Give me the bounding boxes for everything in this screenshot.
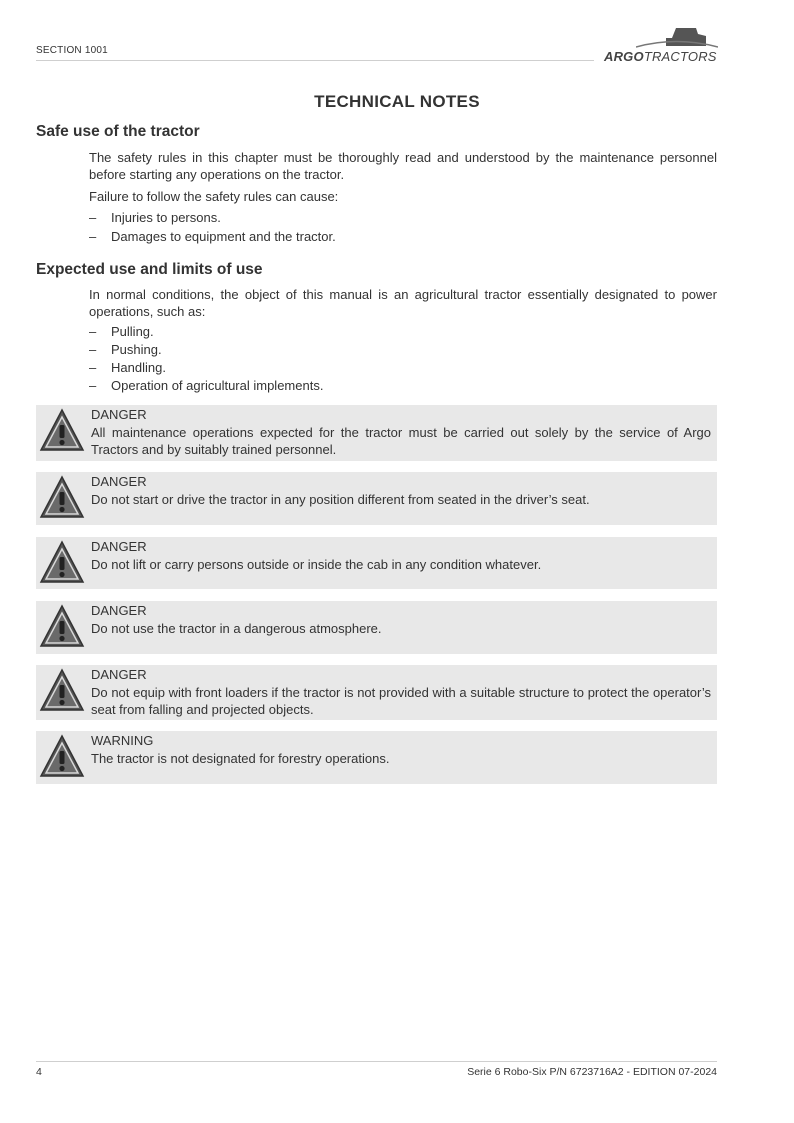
list-item xyxy=(89,228,336,245)
safe-use-intro: The safety rules in this chapter must be thoroughly read and understood by the maintenance personnel before starting any operations on the tractor. xyxy=(89,150,717,182)
notice-text: The tractor is not designated for forestry operations. xyxy=(91,751,390,766)
logo-wordmark-light: TRACTORS xyxy=(643,49,717,64)
danger-notice xyxy=(36,405,717,461)
notice-text: All maintenance operations expected for the tractor must be carried out solely by the service of Argo Tractors and by suitably trained personnel. xyxy=(91,425,711,457)
notice-label: DANGER xyxy=(91,603,147,618)
warning-triangle-icon xyxy=(39,540,85,584)
list-item xyxy=(89,341,162,358)
safe-use-failure: Failure to follow the safety rules can cause: xyxy=(89,189,339,204)
danger-notice xyxy=(36,472,717,525)
safe-use-heading: Safe use of the tractor xyxy=(36,123,200,140)
bullet-dash: – xyxy=(89,210,97,225)
list-item-text: Damages to equipment and the tractor. xyxy=(111,229,336,244)
logo-wordmark xyxy=(604,49,717,64)
notice-text: Do not use the tractor in a dangerous atmosphere. xyxy=(91,621,382,636)
expected-use-heading: Expected use and limits of use xyxy=(36,261,263,278)
list-item xyxy=(89,209,221,226)
page-title: TECHNICAL NOTES xyxy=(314,92,480,111)
danger-notice xyxy=(36,665,717,720)
header-divider xyxy=(36,60,594,61)
tractor-silhouette-icon xyxy=(636,24,718,48)
list-item-text: Injuries to persons. xyxy=(111,210,221,225)
argo-tractors-logo xyxy=(598,24,720,66)
logo-wordmark-bold: ARGO xyxy=(604,49,644,64)
page-number: 4 xyxy=(36,1066,42,1078)
list-item xyxy=(89,359,166,376)
bullet-dash: – xyxy=(89,378,97,393)
danger-notice xyxy=(36,537,717,589)
warning-triangle-icon xyxy=(39,604,85,648)
list-item-text: Pulling. xyxy=(111,324,154,339)
danger-notice xyxy=(36,601,717,654)
warning-triangle-icon xyxy=(39,734,85,778)
warning-triangle-icon xyxy=(39,408,85,452)
notice-label: DANGER xyxy=(91,667,147,682)
footer-divider xyxy=(36,1061,717,1062)
bullet-dash: – xyxy=(89,229,97,244)
warning-triangle-icon xyxy=(39,668,85,712)
notice-label: WARNING xyxy=(91,733,154,748)
list-item-text: Pushing. xyxy=(111,342,162,357)
list-item xyxy=(89,323,154,340)
bullet-dash: – xyxy=(89,324,97,339)
notice-text: Do not equip with front loaders if the tractor is not provided with a suitable structure to protect the operator’s seat from falling and projected objects. xyxy=(91,685,711,717)
list-item-text: Handling. xyxy=(111,360,166,375)
warning-triangle-icon xyxy=(39,475,85,519)
notice-label: DANGER xyxy=(91,407,147,422)
list-item xyxy=(89,377,323,394)
bullet-dash: – xyxy=(89,342,97,357)
section-label: SECTION 1001 xyxy=(36,45,108,56)
list-item-text: Operation of agricultural implements. xyxy=(111,378,324,393)
warning-notice xyxy=(36,731,717,784)
notice-label: DANGER xyxy=(91,539,147,554)
notice-text: Do not lift or carry persons outside or inside the cab in any condition whatever. xyxy=(91,557,542,572)
notice-label: DANGER xyxy=(91,474,147,489)
notice-text: Do not start or drive the tractor in any position different from seated in the driver’s seat. xyxy=(91,492,590,507)
document-reference: Serie 6 Robo-Six P/N 6723716A2 - EDITION 07-2024 xyxy=(467,1066,717,1078)
bullet-dash: – xyxy=(89,360,97,375)
expected-use-intro: In normal conditions, the object of this manual is an agricultural tractor essentially designated to power operations, such as: xyxy=(89,287,717,319)
